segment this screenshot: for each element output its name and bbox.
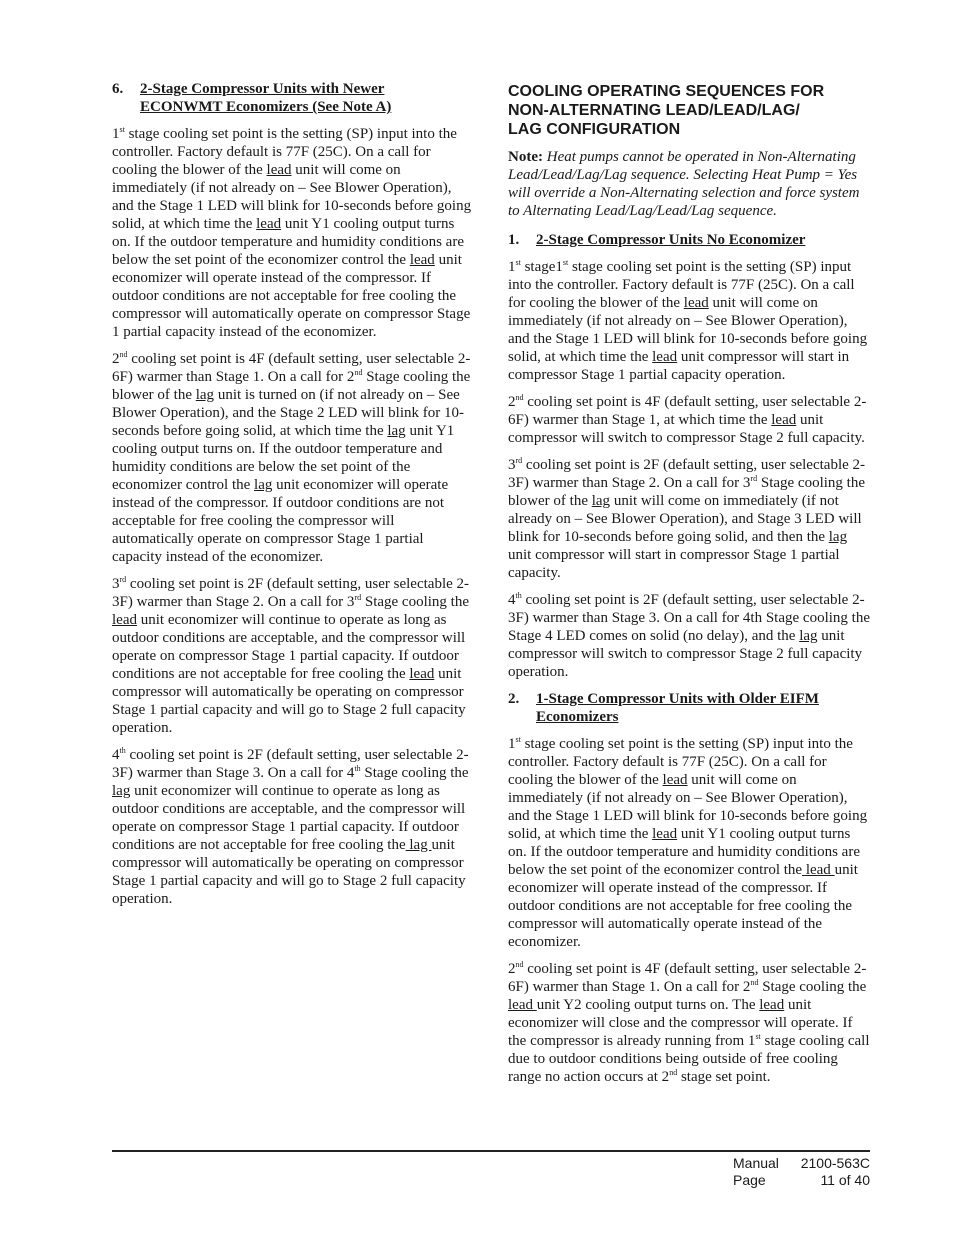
- item-2-heading: [508, 690, 872, 726]
- page-footer: [733, 1155, 870, 1189]
- note-text: Heat pumps cannot be operated in Non-Alternating Lead/Lead/Lag/Lag sequence. Selecting Heat Pump = Yes will override a Non-Alternating selection and force system to Alternating Lead/Lag/Lead/Lag sequence.: [508, 149, 860, 219]
- item-title: 2-Stage Compressor Units with Newer ECONWMT Economizers (See Note A): [140, 81, 392, 115]
- left-paragraph-stage4: 4th cooling set point is 2F (default setting, user selectable 2-3F) warmer than Stage 3. On a call for 4th Stage cooling the lag unit economizer will continue to operate as long as outdoor conditions are acceptable, and the compressor will operate on compressor Stage 1 partial capacity. If outdoor conditions are not acceptable for free cooling the lag unit compressor will automatically be operating on compressor Stage 1 partial capacity and will go to Stage 2 full capacity operation.: [112, 746, 469, 907]
- heat-pump-note: [508, 148, 872, 220]
- item-title: 2-Stage Compressor Units No Economizer: [536, 232, 806, 248]
- footer-rule: [112, 1150, 870, 1152]
- item-number: 1.: [508, 232, 520, 248]
- section-heading: COOLING OPERATING SEQUENCES FOR NON-ALTERNATING LEAD/LEAD/LAG/ LAG CONFIGURATION: [508, 83, 825, 138]
- left-paragraph-stage3: 3rd cooling set point is 2F (default setting, user selectable 2-3F) warmer than Stage 2. On a call for 3rd Stage cooling the lead unit economizer will continue to operate as long as outdoor conditions are acceptable, and the compressor will operate on compressor Stage 1 partial capacity. If outdoor conditions are not acceptable for free cooling the lead unit compressor will automatically be operating on compressor Stage 1 partial capacity and will go to Stage 2 full capacity operation.: [112, 575, 470, 736]
- footer-manual-number: 2100-563C: [800, 1155, 870, 1171]
- item-number: 6.: [112, 81, 124, 97]
- right-paragraph-eifm-stage2: 2nd cooling set point is 4F (default setting, user selectable 2-6F) warmer than Stage 1. On a call for 2nd Stage cooling the lead unit Y2 cooling output turns on. The lead unit economizer will close and the compressor will operate. If the compressor is already running from 1st stage cooling call due to outdoor conditions being outside of free cooling range no action occurs at 2nd stage set point.: [508, 960, 870, 1085]
- footer-manual-row: [733, 1155, 870, 1172]
- right-paragraph-stage1: 1st stage1st stage cooling set point is the setting (SP) input into the controller. Factory default is 77F (25C). On a call for cooling the blower of the lead unit will come on immediately (if not already on – See Blower Operation), and the Stage 1 LED will blink for 10-seconds before going solid, at which time the lead unit compressor will start in compressor Stage 1 partial capacity operation.: [508, 258, 868, 383]
- item-1-heading: [508, 231, 872, 249]
- footer-manual-label: Manual: [733, 1155, 779, 1171]
- left-paragraph-stage2: 2nd cooling set point is 4F (default setting, user selectable 2-6F) warmer than Stage 1. On a call for 2nd Stage cooling the blower of the lag unit is turned on (if not already on – See Blower Operation), and the Stage 2 LED will blink for 10-seconds before going solid, at which time the lag unit Y1 cooling output turns on. If the outdoor temperature and humidity conditions are below the set point of the economizer control the lag unit economizer will operate instead of the compressor. If outdoor conditions are not acceptable for free cooling the compressor will automatically operate on compressor Stage 1 partial capacity instead of the economizer.: [112, 350, 471, 565]
- right-paragraph-stage4: 4th cooling set point is 2F (default setting, user selectable 2-3F) warmer than Stage 3. On a call for 4th Stage cooling the Stage 4 LED comes on solid (no delay), and the lag unit compressor will switch to compressor Stage 2 full capacity operation.: [508, 591, 870, 680]
- footer-page-row: [733, 1172, 870, 1189]
- right-paragraph-stage3: 3rd cooling set point is 2F (default setting, user selectable 2-3F) warmer than Stage 2. On a call for 3rd Stage cooling the blower of the lag unit will come on immediately (if not already on – See Blower Operation), and Stage 3 LED will blink for 10-seconds before going solid, and then the lag unit compressor will start in compressor Stage 1 partial capacity.: [508, 456, 866, 581]
- footer-page-number: 11 of 40: [820, 1172, 870, 1188]
- item-title: 1-Stage Compressor Units with Older EIFM Economizers: [536, 691, 819, 725]
- item-number: 2.: [508, 691, 520, 707]
- note-label: Note:: [508, 149, 543, 165]
- right-paragraph-eifm-stage1: 1st stage cooling set point is the setting (SP) input into the controller. Factory default is 77F (25C). On a call for cooling the blower of the lead unit will come on immediately (if not already on – See Blower Operation), and the Stage 1 LED will blink for 10-seconds before going solid, at which time the lead unit Y1 cooling output turns on. If the outdoor temperature and humidity conditions are below the set point of the economizer control the lead unit economizer will operate instead of the compressor. If outdoor conditions are not acceptable for free cooling the compressor will automatically operate instead of the economizer.: [508, 735, 868, 950]
- right-column: [508, 80, 872, 1095]
- right-paragraph-stage2: 2nd cooling set point is 4F (default setting, user selectable 2-6F) warmer than Stage 1, at which time the lead unit compressor will switch to compressor Stage 2 full capacity.: [508, 393, 867, 446]
- footer-page-label: Page: [733, 1172, 766, 1188]
- left-paragraph-stage1: 1st stage cooling set point is the setting (SP) input into the controller. Factory default is 77F (25C). On a call for cooling the blower of the lead unit will come on immediately (if not already on – See Blower Operation), and the Stage 1 LED will blink for 10-seconds before going solid, at which time the lead unit Y1 cooling output turns on. If the outdoor temperature and humidity conditions are below the set point of the economizer control the lead unit economizer will operate instead of the compressor. If outdoor conditions are not acceptable for free cooling the compressor will automatically operate on compressor Stage 1 partial capacity instead of the economizer.: [112, 125, 472, 340]
- item-6-heading: [112, 80, 476, 116]
- left-column: [112, 80, 476, 917]
